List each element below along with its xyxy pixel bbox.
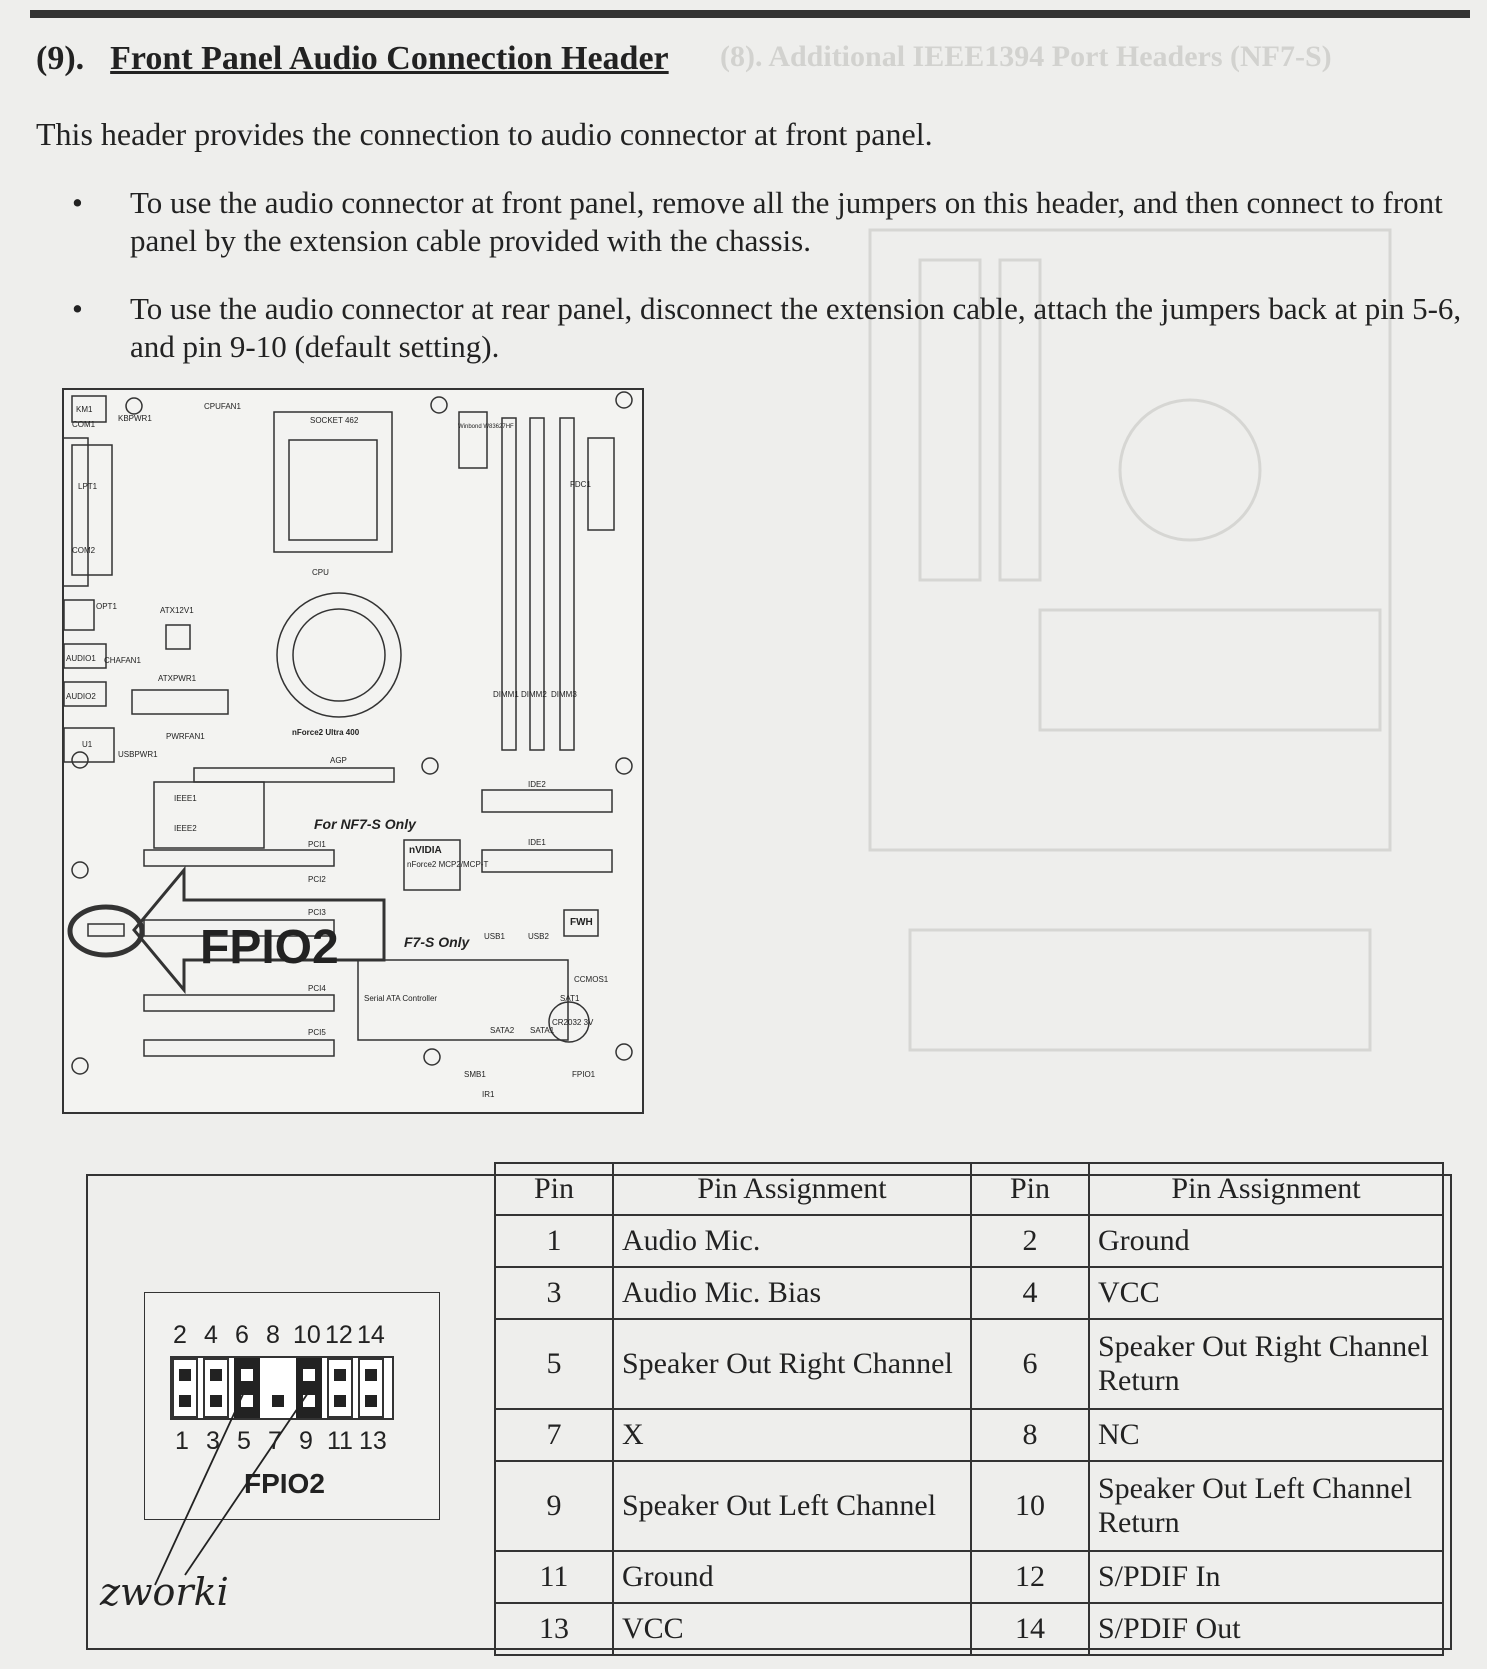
board-label: U1 [82,740,93,749]
pin-cell: 9 [495,1461,613,1551]
pin-number-bottom: 13 [359,1427,387,1455]
board-label: IR1 [482,1090,495,1099]
pin-cell: 1 [495,1215,613,1267]
board-label: SATA1 [530,1026,555,1035]
pin-cell: 10 [971,1461,1089,1551]
assignment-cell: S/PDIF In [1089,1551,1443,1603]
assignment-cell: S/PDIF Out [1089,1603,1443,1655]
fpio2-label: FPIO2 [200,921,339,974]
board-label: DIMM3 [551,690,577,699]
board-label: USB2 [528,932,549,941]
board-label: IEEE1 [174,794,197,803]
board-label: USBPWR1 [118,750,158,759]
board-label: SMB1 [464,1070,486,1079]
assignment-cell: Speaker Out Right Channel Return [1089,1319,1443,1409]
board-label: ATXPWR1 [158,674,197,683]
board-label: Serial ATA Controller [364,994,438,1003]
assignment-cell: Audio Mic. Bias [613,1267,971,1319]
pin-number-top: 14 [357,1321,385,1349]
board-label: OPT1 [96,602,117,611]
board-label: PWRFAN1 [166,732,205,741]
pin-cell: 14 [971,1603,1089,1655]
table-header-row [495,1163,1443,1215]
board-label: FPIO1 [572,1070,596,1079]
assignment-cell: Audio Mic. [613,1215,971,1267]
pin-number-top: 6 [235,1321,249,1349]
pin-number-top: 8 [266,1321,280,1349]
column-header: Pin Assignment [613,1163,971,1215]
board-label: PCI5 [308,1028,326,1037]
board-label: PCI2 [308,875,326,884]
pin-cell: 7 [495,1409,613,1461]
board-label: COM2 [72,546,96,555]
board-label: LPT1 [78,482,98,491]
assignment-cell: X [613,1409,971,1461]
pin-number-bottom: 9 [299,1427,313,1455]
section-title-text: Front Panel Audio Connection Header [110,40,669,77]
bleed-through-title: (8). Additional IEEE1394 Port Headers (NF7-S) [720,40,1332,73]
assignment-cell: Speaker Out Left Channel Return [1089,1461,1443,1551]
board-label: Winbond W83627HF [458,424,514,430]
table-row [495,1551,1443,1603]
board-label: CPU [312,568,329,577]
board-label: AUDIO2 [66,692,96,701]
pin-number-bottom: 1 [175,1427,189,1455]
nf7s-callout: F7-S Only [404,934,470,950]
bullet-icon: • [72,291,83,326]
pin-cell: 4 [971,1267,1089,1319]
table-row [495,1603,1443,1655]
pin-cell: 11 [495,1551,613,1603]
table-row [495,1461,1443,1551]
pin-number-bottom: 3 [206,1427,220,1455]
board-label: SATA2 [490,1026,515,1035]
board-label: CPUFAN1 [204,402,241,411]
board-label: USB1 [484,932,505,941]
section-title [36,40,669,78]
pin-number-top: 10 [293,1321,321,1349]
assignment-cell: Speaker Out Left Channel [613,1461,971,1551]
board-label: SAT1 [560,994,580,1003]
handwritten-note: zworki [100,1570,229,1614]
board-label: DIMM1 [493,690,519,699]
board-label: PCI3 [308,908,326,917]
board-label: IDE2 [528,780,546,789]
board-label: AUDIO1 [66,654,96,663]
pin-number-bottom: 11 [327,1427,353,1455]
board-label: PCI4 [308,984,326,993]
pin-cell: 5 [495,1319,613,1409]
table-row [495,1319,1443,1409]
board-label: FWH [570,917,593,928]
pin-number-top: 4 [204,1321,218,1349]
board-label: IEEE2 [174,824,197,833]
assignment-cell: Ground [1089,1215,1443,1267]
board-label: nForce2 Ultra 400 [292,728,360,737]
board-label: AGP [330,756,347,765]
board-label: CR2032 3V [552,1018,594,1027]
section-number: (9). [36,40,85,77]
bullet-item [72,184,1470,260]
pin-cell: 12 [971,1551,1089,1603]
board-label: IDE1 [528,838,546,847]
pin-cell: 3 [495,1267,613,1319]
board-label: COM1 [72,420,96,429]
pin-number-bottom: 7 [268,1427,282,1455]
board-label: CHAFAN1 [104,656,141,665]
motherboard-layout [62,388,644,1114]
assignment-cell: Speaker Out Right Channel [613,1319,971,1409]
fpio2-diagram-label: FPIO2 [244,1468,325,1499]
bullet-item [72,290,1470,366]
column-header: Pin [971,1163,1089,1215]
pin-number-bottom: 5 [237,1427,251,1455]
board-label: SOCKET 462 [310,416,359,425]
pin-number-top: 2 [173,1321,187,1349]
table-row [495,1267,1443,1319]
assignment-cell: NC [1089,1409,1443,1461]
pin-cell: 2 [971,1215,1089,1267]
bullet-text: To use the audio connector at front panel, remove all the jumpers on this header, and then connect to front panel by the extension cable provided with the chassis. [130,185,1443,258]
board-label: DIMM2 [521,690,547,699]
table-row [495,1215,1443,1267]
assignment-cell: Ground [613,1551,971,1603]
pin-cell: 6 [971,1319,1089,1409]
nf7s-callout: For NF7-S Only [314,816,416,832]
board-label: CCMOS1 [574,975,609,984]
pin-cell: 13 [495,1603,613,1655]
bullet-icon: • [72,185,83,220]
assignment-cell: VCC [1089,1267,1443,1319]
board-label: PCI1 [308,840,326,849]
intro-paragraph: This header provides the connection to audio connector at front panel. [36,116,933,152]
bullet-text: To use the audio connector at rear panel, disconnect the extension cable, attach the jumpers back at pin 5-6, and pin 9-10 (default setting). [130,291,1462,364]
board-label: nForce2 MCP2/MCP-T [407,860,489,869]
board-label: ATX12V1 [160,606,194,615]
pin-number-top: 12 [325,1321,353,1349]
board-label: KM1 [76,405,93,414]
column-header: Pin Assignment [1089,1163,1443,1215]
column-header: Pin [495,1163,613,1215]
board-label: nVIDIA [409,845,442,856]
pin-assignment-table [494,1162,1444,1656]
board-label: FDC1 [570,480,591,489]
top-rule [30,10,1470,18]
pin-cell: 8 [971,1409,1089,1461]
table-row [495,1409,1443,1461]
board-label: KBPWR1 [118,414,152,423]
assignment-cell: VCC [613,1603,971,1655]
